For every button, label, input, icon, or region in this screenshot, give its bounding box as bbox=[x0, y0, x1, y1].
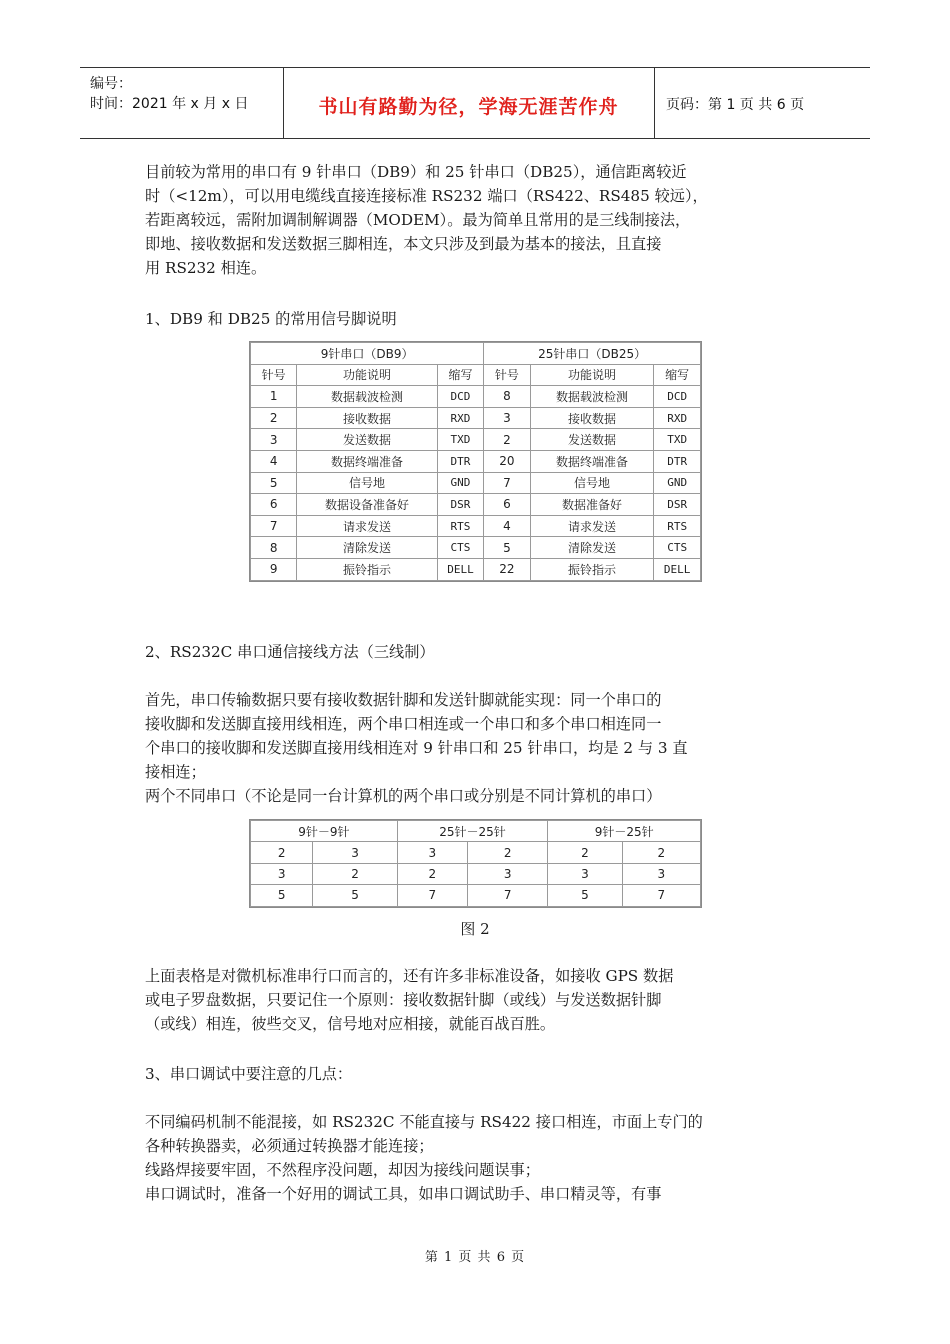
table-cell: TXD bbox=[654, 429, 701, 451]
table-row bbox=[251, 885, 701, 906]
page-footer: 第 1 页 共 6 页 bbox=[424, 1250, 526, 1265]
table-cell: GND bbox=[437, 472, 484, 494]
text-line: 若距离较远，需附加调制解调器（MODEM）。最为简单且常用的是三线制接法， bbox=[145, 211, 691, 229]
wiring-table bbox=[250, 820, 701, 907]
table-row bbox=[251, 429, 701, 451]
explanation-paragraph bbox=[145, 964, 805, 1036]
header-divider bbox=[654, 68, 655, 138]
table-row bbox=[251, 537, 701, 559]
table-cell: 3 bbox=[468, 863, 548, 884]
table-cell: DSR bbox=[437, 494, 484, 516]
table-cell: 3 bbox=[548, 863, 622, 884]
table-cell: 8 bbox=[484, 386, 530, 408]
figure-caption: 图 2 bbox=[460, 920, 490, 938]
section3-title bbox=[145, 1062, 805, 1086]
table-cell: CTS bbox=[437, 537, 484, 559]
table-cell: 3 bbox=[251, 863, 313, 884]
table-cell: CTS bbox=[654, 537, 701, 559]
table-cell: 7 bbox=[484, 472, 530, 494]
text-line: 接收脚和发送脚直接用线相连，两个串口相连或一个串口和多个串口相连同一 bbox=[145, 715, 662, 733]
table-row bbox=[251, 821, 701, 842]
table-cell: 9 bbox=[251, 558, 297, 580]
header-meta bbox=[90, 74, 248, 114]
table-cell: RXD bbox=[654, 407, 701, 429]
table-cell: GND bbox=[654, 472, 701, 494]
table-cell: DTR bbox=[654, 450, 701, 472]
text-line: 用 RS232 相连。 bbox=[145, 259, 267, 277]
table-cell: 3 bbox=[484, 407, 530, 429]
group-header: 9针－9针 bbox=[251, 821, 398, 842]
header-motto: 书山有路勤为径，学海无涯苦作舟 bbox=[318, 96, 619, 118]
table-cell: 信号地 bbox=[530, 472, 654, 494]
group-header: 9针串口（DB9） bbox=[251, 343, 484, 365]
table-cell: RXD bbox=[437, 407, 484, 429]
group-header: 25针－25针 bbox=[397, 821, 548, 842]
table-cell: 3 bbox=[397, 842, 467, 863]
table-cell: 清除发送 bbox=[297, 537, 437, 559]
table-cell: 8 bbox=[251, 537, 297, 559]
section1-title bbox=[145, 307, 805, 331]
table-cell: 5 bbox=[251, 885, 313, 906]
table-cell: DCD bbox=[654, 386, 701, 408]
column-header: 缩写 bbox=[654, 364, 701, 386]
table-row bbox=[251, 407, 701, 429]
table-row bbox=[251, 343, 701, 365]
section-title: 2、RS232C 串口通信接线方法（三线制） bbox=[145, 643, 435, 661]
column-header: 缩写 bbox=[437, 364, 484, 386]
table-cell: 发送数据 bbox=[297, 429, 437, 451]
table-cell: 发送数据 bbox=[530, 429, 654, 451]
table-row bbox=[251, 842, 701, 863]
table-cell: 请求发送 bbox=[530, 515, 654, 537]
column-header: 针号 bbox=[251, 364, 297, 386]
text-line: 时（<12m），可以用电缆线直接连接标准 RS232 端口（RS422、RS485 较远）， bbox=[145, 187, 708, 205]
table-cell: 2 bbox=[251, 842, 313, 863]
table-cell: 5 bbox=[251, 472, 297, 494]
table-cell: DTR bbox=[437, 450, 484, 472]
header-time: 时间：2021 年 x 月 x 日 bbox=[90, 96, 249, 112]
page-header bbox=[80, 67, 870, 139]
text-line: 串口调试时，准备一个好用的调试工具，如串口调试助手、串口精灵等，有事 bbox=[145, 1185, 662, 1203]
table-cell: 接收数据 bbox=[530, 407, 654, 429]
text-line: 首先，串口传输数据只要有接收数据针脚和发送针脚就能实现：同一个串口的 bbox=[145, 691, 662, 709]
table-cell: 信号地 bbox=[297, 472, 437, 494]
table-cell: 6 bbox=[251, 494, 297, 516]
table-cell: 2 bbox=[548, 842, 622, 863]
table-row bbox=[251, 863, 701, 884]
column-header: 功能说明 bbox=[297, 364, 437, 386]
table-cell: 7 bbox=[622, 885, 700, 906]
section2-title bbox=[145, 640, 805, 664]
table-cell: TXD bbox=[437, 429, 484, 451]
table-cell: 数据终端准备 bbox=[530, 450, 654, 472]
table-cell: 2 bbox=[484, 429, 530, 451]
table-cell: 6 bbox=[484, 494, 530, 516]
table-cell: 数据载波检测 bbox=[297, 386, 437, 408]
section-title: 1、DB9 和 DB25 的常用信号脚说明 bbox=[145, 310, 397, 328]
text-line: 目前较为常用的串口有 9 针串口（DB9）和 25 针串口（DB25），通信距离较近 bbox=[145, 163, 687, 181]
table-cell: 清除发送 bbox=[530, 537, 654, 559]
group-header: 9针－25针 bbox=[548, 821, 701, 842]
table-cell: 4 bbox=[484, 515, 530, 537]
table-cell: RTS bbox=[654, 515, 701, 537]
section3-paragraph bbox=[145, 1110, 805, 1206]
text-line: 线路焊接要牢固，不然程序没问题，却因为接线问题误事； bbox=[145, 1161, 540, 1179]
table-cell: 5 bbox=[548, 885, 622, 906]
table-cell: 3 bbox=[251, 429, 297, 451]
intro-paragraph bbox=[145, 160, 805, 280]
table-cell: 20 bbox=[484, 450, 530, 472]
table-cell: 接收数据 bbox=[297, 407, 437, 429]
table-cell: 振铃指示 bbox=[297, 558, 437, 580]
header-page-info: 页码：第 1 页 共 6 页 bbox=[666, 97, 805, 113]
table-cell: 5 bbox=[484, 537, 530, 559]
table-cell: 4 bbox=[251, 450, 297, 472]
column-header: 针号 bbox=[484, 364, 530, 386]
table-cell: RTS bbox=[437, 515, 484, 537]
column-header: 功能说明 bbox=[530, 364, 654, 386]
table-row bbox=[251, 364, 701, 386]
table-row bbox=[251, 558, 701, 580]
table-cell: 2 bbox=[622, 842, 700, 863]
table-cell: DSR bbox=[654, 494, 701, 516]
pin-table bbox=[250, 342, 701, 581]
table-cell: 7 bbox=[468, 885, 548, 906]
table-row bbox=[251, 494, 701, 516]
text-line: 或电子罗盘数据，只要记住一个原则：接收数据针脚（或线）与发送数据针脚 bbox=[145, 991, 662, 1009]
table-cell: 数据准备好 bbox=[530, 494, 654, 516]
table-row bbox=[251, 450, 701, 472]
group-header: 25针串口（DB25） bbox=[484, 343, 701, 365]
table-row bbox=[251, 472, 701, 494]
text-line: 上面表格是对微机标准串行口而言的，还有许多非标准设备，如接收 GPS 数据 bbox=[145, 967, 674, 985]
table-cell: 3 bbox=[622, 863, 700, 884]
table-cell: 2 bbox=[313, 863, 397, 884]
header-number: 编号： bbox=[90, 76, 132, 92]
section2-paragraph bbox=[145, 688, 805, 808]
text-line: 不同编码机制不能混接，如 RS232C 不能直接与 RS422 接口相连，市面上专门的 bbox=[145, 1113, 703, 1131]
table-cell: 3 bbox=[313, 842, 397, 863]
table-cell: 2 bbox=[468, 842, 548, 863]
table-row bbox=[251, 386, 701, 408]
table-cell: 7 bbox=[397, 885, 467, 906]
table-cell: 数据设备准备好 bbox=[297, 494, 437, 516]
table-cell: 2 bbox=[251, 407, 297, 429]
section-title: 3、串口调试中要注意的几点： bbox=[145, 1065, 353, 1083]
text-line: 接相连； bbox=[145, 763, 206, 781]
table-cell: 数据终端准备 bbox=[297, 450, 437, 472]
table-cell: 7 bbox=[251, 515, 297, 537]
table-cell: 数据载波检测 bbox=[530, 386, 654, 408]
table-cell: DCD bbox=[437, 386, 484, 408]
table-cell: 1 bbox=[251, 386, 297, 408]
table-row bbox=[251, 515, 701, 537]
table-cell: 22 bbox=[484, 558, 530, 580]
table-cell: 请求发送 bbox=[297, 515, 437, 537]
text-line: 两个不同串口（不论是同一台计算机的两个串口或分别是不同计算机的串口） bbox=[145, 787, 662, 805]
text-line: 个串口的接收脚和发送脚直接用线相连对 9 针串口和 25 针串口，均是 2 与 3 直 bbox=[145, 739, 688, 757]
table-cell: DELL bbox=[437, 558, 484, 580]
text-line: 即地、接收数据和发送数据三脚相连，本文只涉及到最为基本的接法，且直接 bbox=[145, 235, 662, 253]
table-cell: 2 bbox=[397, 863, 467, 884]
text-line: 各种转换器卖，必须通过转换器才能连接； bbox=[145, 1137, 434, 1155]
table-cell: 5 bbox=[313, 885, 397, 906]
table-cell: DELL bbox=[654, 558, 701, 580]
table-cell: 振铃指示 bbox=[530, 558, 654, 580]
text-line: （或线）相连，彼些交叉，信号地对应相接，就能百战百胜。 bbox=[145, 1015, 556, 1033]
